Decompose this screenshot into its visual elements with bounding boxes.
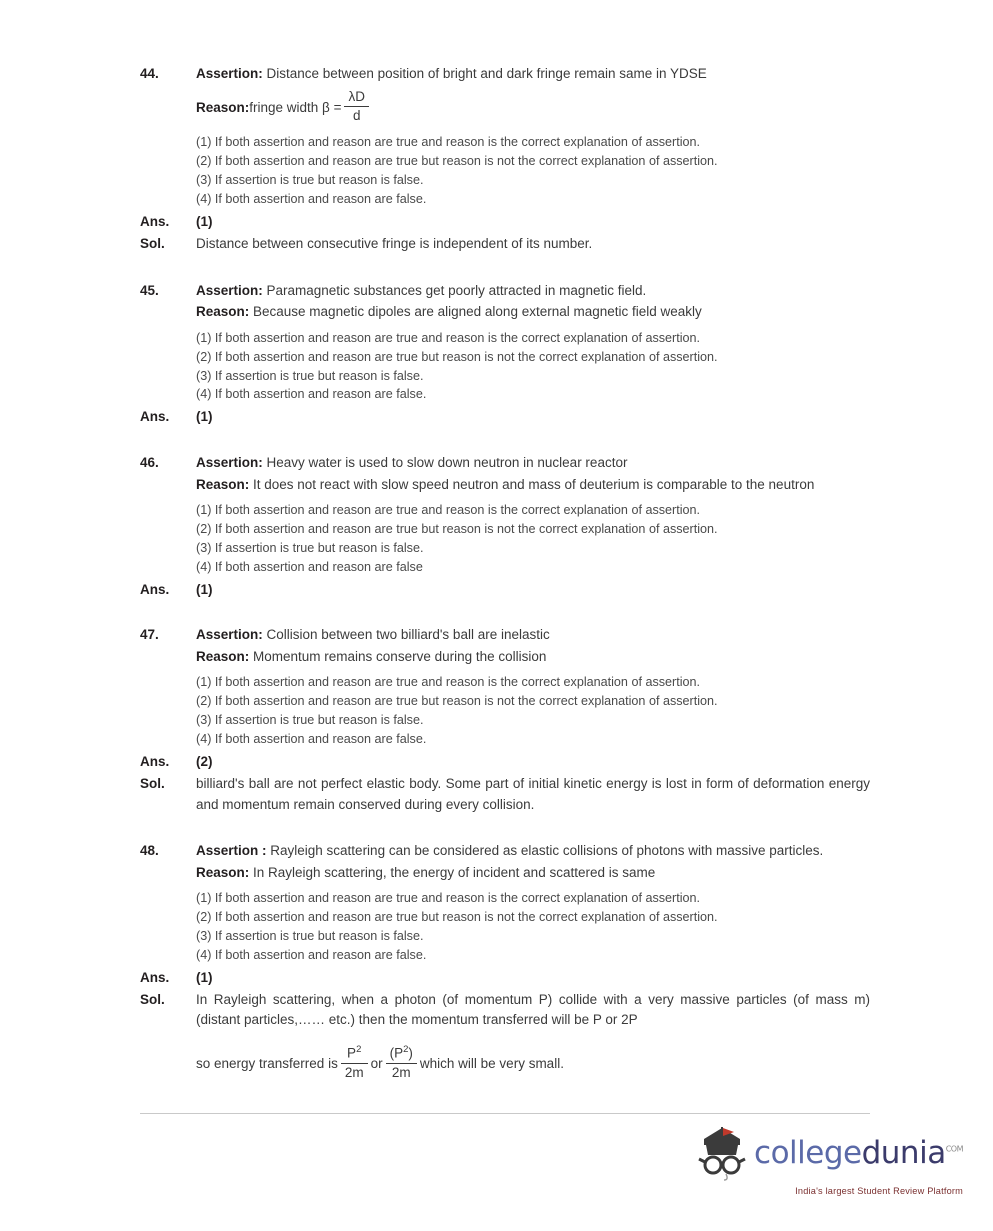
option-2: (2) If both assertion and reason are true but reason is not the correct explanation of assertion. xyxy=(196,521,718,536)
question-number: 48. xyxy=(140,842,159,858)
option-1: (1) If both assertion and reason are true and reason is the correct explanation of assertion. xyxy=(196,330,701,345)
option-3: (3) If assertion is true but reason is false. xyxy=(196,368,424,383)
option-2: (2) If both assertion and reason are true but reason is not the correct explanation of assertion. xyxy=(196,154,718,169)
option-1: (1) If both assertion and reason are true and reason is the correct explanation of assertion. xyxy=(196,675,701,690)
footer-branding xyxy=(723,1125,963,1205)
assertion-text: Collision between two billiard's ball are inelastic xyxy=(262,627,550,643)
assertion-label: Assertion: xyxy=(196,454,263,470)
assertion-line xyxy=(196,281,870,301)
answer-value: (1) xyxy=(196,409,213,425)
solution-label: Sol. xyxy=(140,236,165,252)
brand-tld: COM xyxy=(945,1144,963,1154)
solution-text: In Rayleigh scattering, when a photon (of momentum P) collide with a very massive particles (of mass m) (distant particles,…… etc.) then the momentum transferred will be P or 2P xyxy=(196,992,870,1028)
exponent: 2 xyxy=(356,1043,362,1055)
solution-row xyxy=(140,990,870,1083)
assertion-label: Assertion: xyxy=(196,66,263,81)
answer-value: (2) xyxy=(196,753,213,769)
assertion-line xyxy=(196,64,870,84)
formula-suffix: which will be very small. xyxy=(419,1055,564,1071)
reason-text: Momentum remains conserve during the collision xyxy=(249,648,547,664)
collegedunia-logo-icon xyxy=(696,1125,748,1181)
answer-row xyxy=(140,212,870,232)
assertion-line xyxy=(196,453,870,473)
brand-wordmark xyxy=(754,1134,963,1171)
fraction-numerator: λD xyxy=(344,89,369,108)
question-46 xyxy=(140,453,870,599)
footer-divider xyxy=(140,1113,870,1114)
solution-formula-line xyxy=(196,1045,870,1083)
fraction-denominator: 2m xyxy=(391,1065,411,1081)
brand-tagline: India's largest Student Review Platform xyxy=(795,1186,963,1196)
energy-fraction-2 xyxy=(386,1044,417,1082)
fraction-denominator: 2m xyxy=(344,1065,364,1081)
answer-label: Ans. xyxy=(140,409,170,425)
option-1: (1) If both assertion and reason are true and reason is the correct explanation of assertion. xyxy=(196,891,701,906)
reason-label: Reason: xyxy=(196,476,250,492)
answer-row xyxy=(140,752,870,772)
reason-line xyxy=(196,475,870,495)
option-2: (2) If both assertion and reason are true but reason is not the correct explanation of assertion. xyxy=(196,694,718,709)
assertion-text: Rayleigh scattering can be considered as elastic collisions of photons with massive particles. xyxy=(266,842,824,858)
answer-value: (1) xyxy=(196,213,213,229)
solution-label: Sol. xyxy=(140,776,165,792)
answer-row xyxy=(140,968,870,988)
option-3: (3) If assertion is true but reason is false. xyxy=(196,173,424,188)
question-45 xyxy=(140,281,870,427)
option-4: (4) If both assertion and reason are false. xyxy=(196,731,427,746)
answer-label: Ans. xyxy=(140,213,170,229)
option-1: (1) If both assertion and reason are true and reason is the correct explanation of assertion. xyxy=(196,503,701,518)
answer-value: (1) xyxy=(196,581,213,597)
options-list xyxy=(196,889,870,965)
assertion-label: Assertion: xyxy=(196,627,263,643)
brand-part-dunia: dunia xyxy=(861,1134,946,1171)
option-2: (2) If both assertion and reason are true but reason is not the correct explanation of assertion. xyxy=(196,349,718,364)
fraction-numerator: $P^2$ xyxy=(341,1044,368,1064)
option-4: (4) If both assertion and reason are false. xyxy=(196,191,427,206)
reason-line xyxy=(196,302,870,322)
assertion-text: Distance between position of bright and dark fringe remain same in YDSE xyxy=(262,66,707,81)
reason-line xyxy=(196,90,870,127)
reason-text: Because magnetic dipoles are aligned along external magnetic field weakly xyxy=(249,304,702,320)
question-44 xyxy=(140,64,870,255)
answer-label: Ans. xyxy=(140,581,170,597)
option-3: (3) If assertion is true but reason is false. xyxy=(196,713,424,728)
reason-text: fringe width β = xyxy=(249,100,342,116)
question-48 xyxy=(140,841,870,1083)
question-number: 46. xyxy=(140,454,159,470)
option-3: (3) If assertion is true but reason is false. xyxy=(196,540,424,555)
option-4: (4) If both assertion and reason are false. xyxy=(196,387,427,402)
solution-text: billiard's ball are not perfect elastic body. Some part of initial kinetic energy is lost in form of deformation energy and momentum remain conserved during every collision. xyxy=(196,776,870,812)
option-2: (2) If both assertion and reason are true but reason is not the correct explanation of assertion. xyxy=(196,909,718,924)
reason-label: Reason: xyxy=(196,304,250,320)
formula-middle: or xyxy=(370,1055,383,1071)
options-list xyxy=(196,133,870,209)
fringe-width-fraction xyxy=(344,89,369,126)
assertion-text: Paramagnetic substances get poorly attracted in magnetic field. xyxy=(262,282,647,298)
question-number: 47. xyxy=(140,627,159,643)
answer-row xyxy=(140,580,870,600)
solution-row xyxy=(140,774,870,815)
exponent: 2 xyxy=(403,1043,409,1055)
reason-label: Reason: xyxy=(196,100,250,116)
fraction-denominator: d xyxy=(352,108,361,124)
solution-row xyxy=(140,234,870,254)
assertion-label: Assertion: xyxy=(196,282,263,298)
options-list xyxy=(196,501,870,577)
answer-row xyxy=(140,407,870,427)
option-4: (4) If both assertion and reason are false. xyxy=(196,947,427,962)
reason-line xyxy=(196,863,870,883)
question-47 xyxy=(140,625,870,815)
option-1: (1) If both assertion and reason are true and reason is the correct explanation of assertion. xyxy=(196,135,701,150)
reason-label: Reason: xyxy=(196,648,250,664)
options-list xyxy=(196,329,870,405)
reason-text: It does not react with slow speed neutron and mass of deuterium is comparable to the neutron xyxy=(249,476,815,492)
reason-text: In Rayleigh scattering, the energy of incident and scattered is same xyxy=(249,864,656,880)
option-3: (3) If assertion is true but reason is false. xyxy=(196,928,424,943)
answer-value: (1) xyxy=(196,969,213,985)
assertion-line xyxy=(196,841,870,861)
answer-label: Ans. xyxy=(140,969,170,985)
assertion-line xyxy=(196,625,870,645)
fraction-numerator: $(P^2)$ xyxy=(386,1044,417,1064)
assertion-text: Heavy water is used to slow down neutron in nuclear reactor xyxy=(262,454,628,470)
reason-label: Reason: xyxy=(196,864,250,880)
solution-label: Sol. xyxy=(140,992,165,1008)
formula-prefix: so energy transferred is xyxy=(196,1055,338,1071)
answer-label: Ans. xyxy=(140,753,170,769)
question-number: 45. xyxy=(140,282,159,298)
assertion-label: Assertion : xyxy=(196,842,267,858)
reason-line xyxy=(196,647,870,667)
question-list xyxy=(140,64,870,1109)
question-number: 44. xyxy=(140,66,159,81)
options-list xyxy=(196,673,870,749)
energy-fraction-1 xyxy=(341,1044,368,1082)
option-4: (4) If both assertion and reason are false xyxy=(196,559,423,574)
solution-text: Distance between consecutive fringe is independent of its number. xyxy=(196,236,593,252)
brand-part-college: college xyxy=(754,1134,862,1171)
